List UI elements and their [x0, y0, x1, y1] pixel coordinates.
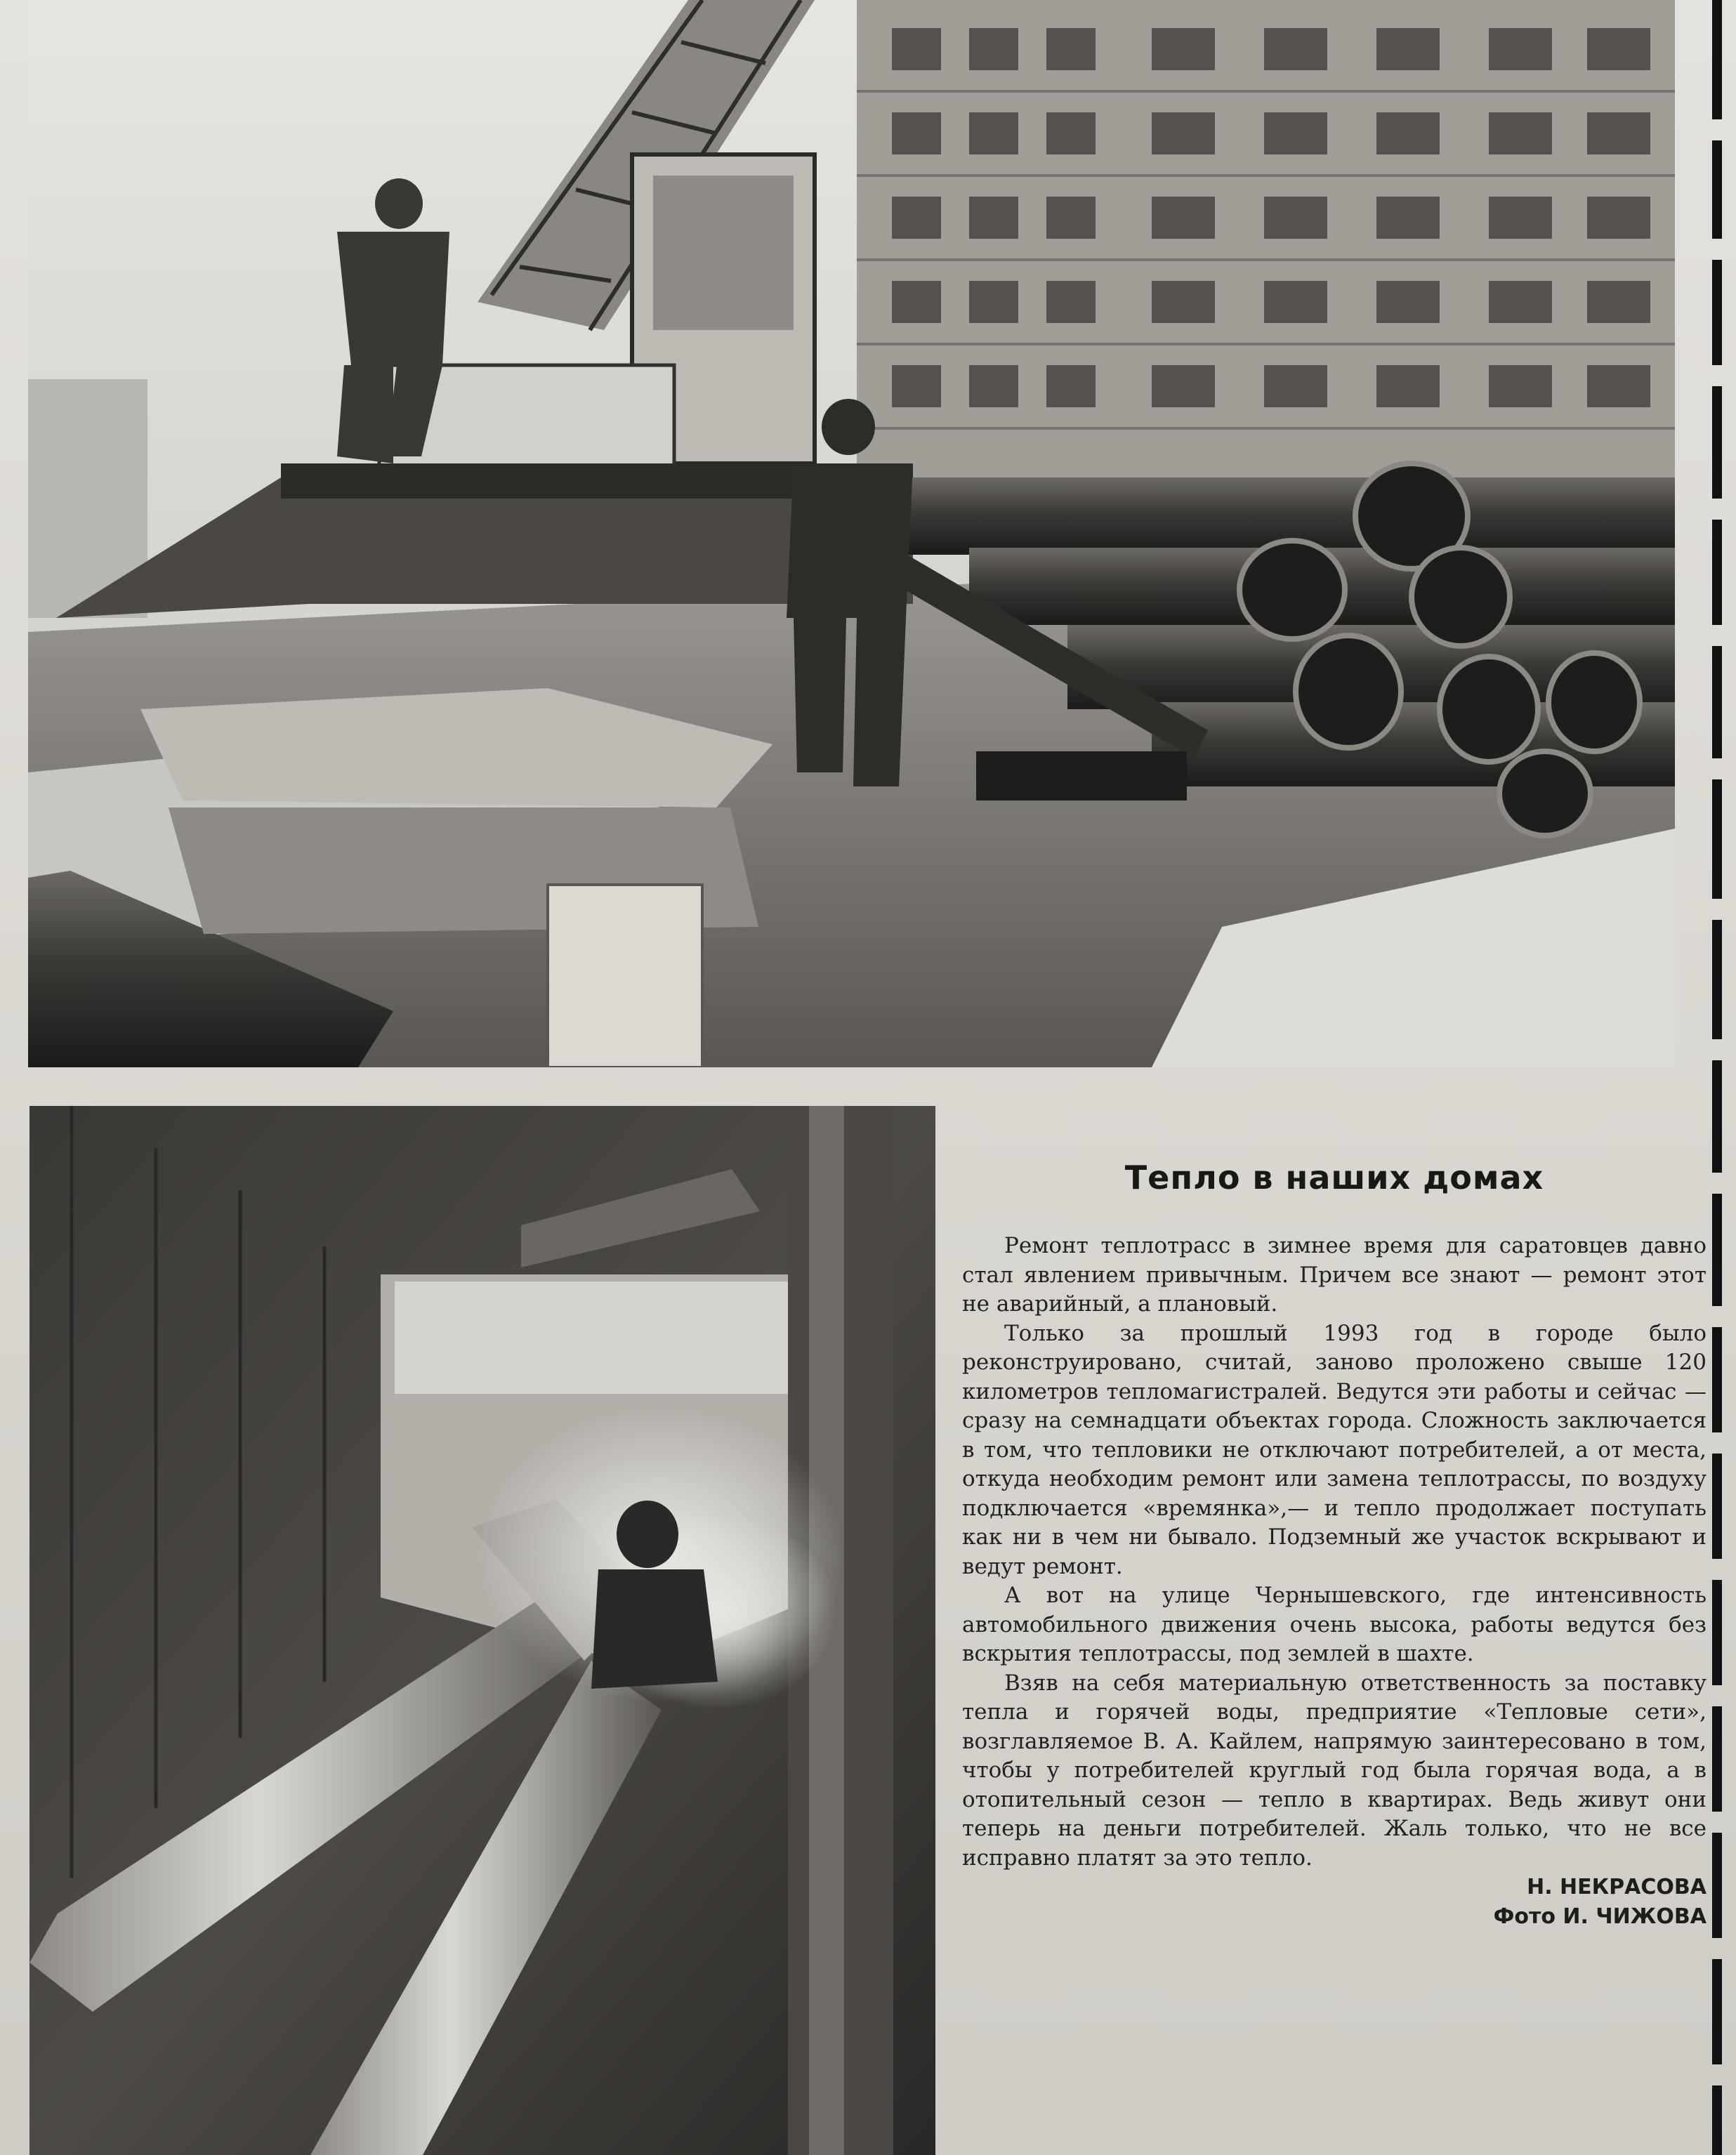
- article-paragraph: А вот на улице Чернышевского, где интенсивность автомобильного движения очень высока, работы ведутся без вскрытия теплотрассы, под землей в шахте.: [962, 1583, 1707, 1666]
- column-rule-segment: [1712, 1454, 1722, 1559]
- article: [962, 1159, 1707, 1932]
- column-rule-segment: [1712, 520, 1722, 625]
- photo-crane-pipes: [28, 0, 1675, 1067]
- photo-crane-pipes-image: [28, 0, 1675, 1067]
- column-rule-segment: [1712, 779, 1722, 899]
- column-rule-segment: [1712, 1706, 1722, 1812]
- author-byline: Н. НЕКРАСОВА: [1527, 1875, 1707, 1899]
- column-rule-segment: [1712, 646, 1722, 758]
- column-rule-segment: [1712, 1833, 1722, 1938]
- photo-credit: Фото И. ЧИЖОВА: [1493, 1904, 1707, 1929]
- column-rule-segment: [1712, 386, 1722, 499]
- article-paragraph: Только за прошлый 1993 год в городе было реконструировано, считай, заново проложено свыше 120 километров тепломагистралей. Ведутся эти работы и сейчас — сразу на семнадцати объектах города. Сложность заключается в том, что тепловики не отключают потребителей, а от места, откуда необходим ремонт или замена теплотрассы, по воздуху подключается «времянка»,— и тепло продолжает поступать как ни в чем ни бывало. Подземный же участок вскрывают и ведут ремонт.: [962, 1320, 1707, 1579]
- column-rule-segment: [1712, 1580, 1722, 1685]
- column-rule-segment: [1712, 2085, 1722, 2155]
- column-rule-segment: [1712, 1060, 1722, 1173]
- column-rule-segment: [1712, 0, 1722, 119]
- column-rule-segment: [1712, 140, 1722, 239]
- column-rule-segment: [1712, 1327, 1722, 1432]
- article-headline: Тепло в наших домах: [1124, 1159, 1544, 1197]
- article-paragraph: Ремонт теплотрасс в зимнее время для саратовцев давно стал явлением привычным. Причем все знают — ремонт этот не аварийный, а плановый.: [962, 1233, 1707, 1317]
- photo-underground-shaft: [29, 1106, 935, 2155]
- column-rule-segment: [1712, 1959, 1722, 2064]
- column-rule-segment: [1712, 1194, 1722, 1306]
- column-rule-segment: [1712, 260, 1722, 365]
- photo-underground-shaft-image: [29, 1106, 935, 2155]
- column-rule-segment: [1712, 920, 1722, 1039]
- article-paragraph: Взяв на себя материальную ответственность за поставку тепла и горячей воды, предприятие «Тепловые сети», возглавляемое В. А. Кайлем, напрямую заинтересовано в том, чтобы у потребителей круглый год была горячая вода, а в отопительный сезон — тепло в квартирах. Ведь живут они теперь на деньги потребителей. Жаль только, что не все исправно платят за это тепло.: [962, 1670, 1707, 1871]
